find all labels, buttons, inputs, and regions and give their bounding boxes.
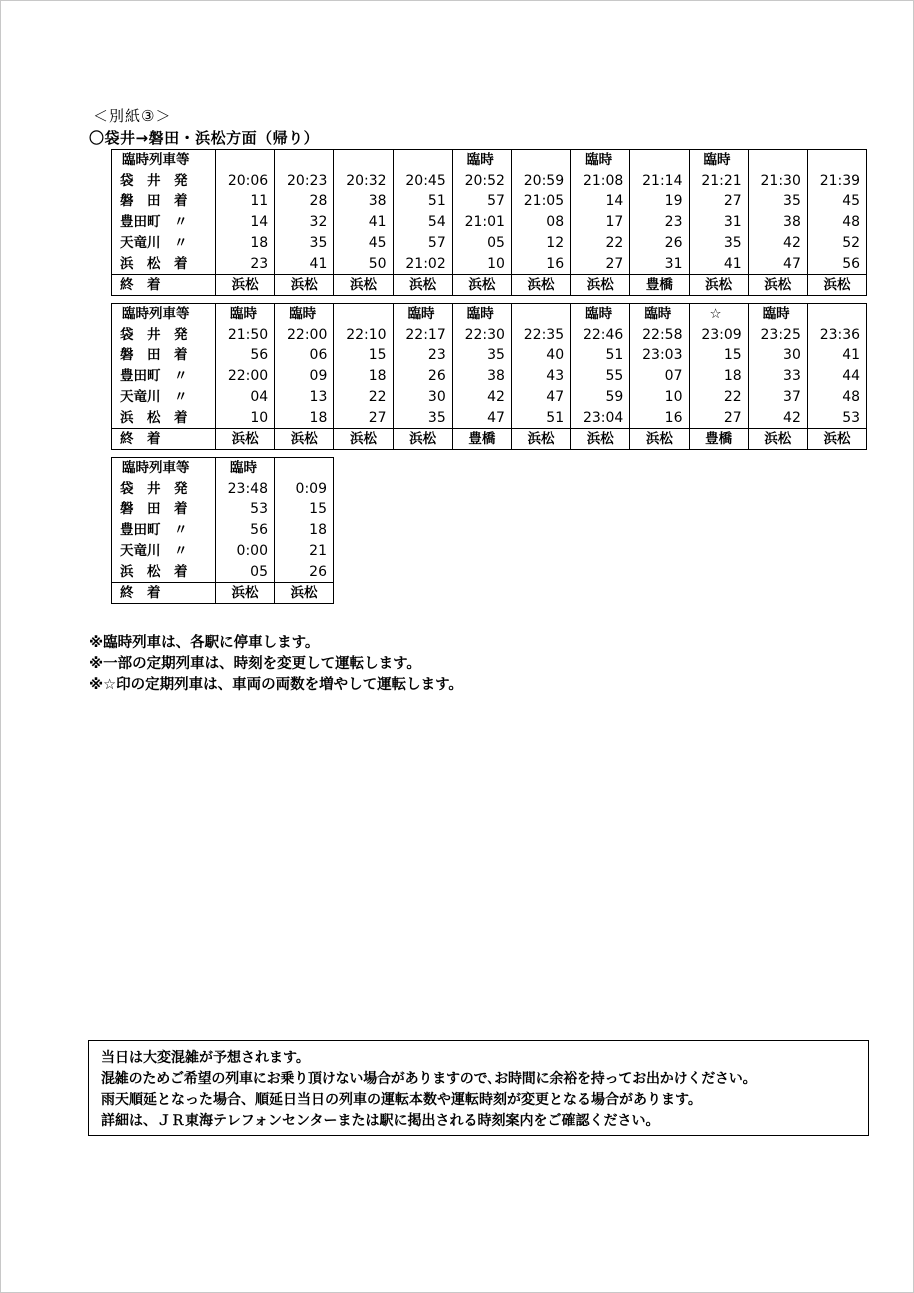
terminal-cell: 浜松 [748, 274, 807, 295]
time-cell: 06 [275, 345, 334, 366]
station-row [112, 212, 867, 233]
time-cell: 26 [275, 561, 334, 582]
train-type-cell: 臨時 [216, 458, 275, 479]
time-cell: 20:23 [275, 170, 334, 191]
time-cell: 10 [216, 407, 275, 428]
train-type-cell: ☆ [689, 304, 748, 325]
terminal-cell: 浜松 [275, 582, 334, 603]
train-type-cell [275, 458, 334, 479]
train-type-cell [275, 150, 334, 171]
train-type-cell [334, 304, 393, 325]
station-label: 磐 田 着 [112, 345, 216, 366]
terminal-cell: 浜松 [275, 428, 334, 449]
time-cell: 42 [748, 233, 807, 254]
terminal-cell: 豊橋 [689, 428, 748, 449]
time-cell: 45 [807, 191, 866, 212]
time-cell: 47 [748, 253, 807, 274]
time-cell: 23:04 [571, 407, 630, 428]
terminal-cell: 豊橋 [630, 274, 689, 295]
time-cell: 20:52 [452, 170, 511, 191]
time-cell: 27 [689, 407, 748, 428]
time-cell: 45 [334, 233, 393, 254]
station-label: 磐 田 着 [112, 191, 216, 212]
time-cell: 51 [511, 407, 570, 428]
time-cell: 05 [216, 561, 275, 582]
time-cell: 35 [393, 407, 452, 428]
time-cell: 35 [452, 345, 511, 366]
station-row [112, 499, 334, 520]
time-cell: 27 [689, 191, 748, 212]
train-type-cell [216, 150, 275, 171]
train-type-cell: 臨時 [630, 304, 689, 325]
timetable-2 [111, 303, 867, 450]
terminal-cell: 浜松 [334, 274, 393, 295]
time-cell: 21:02 [393, 253, 452, 274]
time-cell: 21:39 [807, 170, 866, 191]
notice-line: 雨天順延となった場合、順延日当日の列車の運転本数や運転時刻が変更となる場合があります。 [101, 1092, 702, 1108]
time-cell: 22:46 [571, 324, 630, 345]
time-cell: 59 [571, 387, 630, 408]
time-cell: 20:32 [334, 170, 393, 191]
station-row [112, 478, 334, 499]
time-cell: 22:58 [630, 324, 689, 345]
time-cell: 14 [216, 212, 275, 233]
time-cell: 56 [807, 253, 866, 274]
time-cell: 28 [275, 191, 334, 212]
time-cell: 20:59 [511, 170, 570, 191]
time-cell: 41 [689, 253, 748, 274]
time-cell: 22:30 [452, 324, 511, 345]
time-cell: 18 [216, 233, 275, 254]
station-row [112, 541, 334, 562]
time-cell: 30 [393, 387, 452, 408]
terminal-cell: 浜松 [511, 428, 570, 449]
time-cell: 18 [275, 520, 334, 541]
note-item: ※臨時列車は、各駅に停車します。 [89, 635, 320, 651]
station-row [112, 170, 867, 191]
terminal-row [112, 582, 334, 603]
time-cell: 44 [807, 366, 866, 387]
train-type-cell: 臨時 [216, 304, 275, 325]
train-type-cell [334, 150, 393, 171]
time-cell: 55 [571, 366, 630, 387]
time-cell: 22:17 [393, 324, 452, 345]
time-cell: 21:30 [748, 170, 807, 191]
time-cell: 22 [334, 387, 393, 408]
time-cell: 17 [571, 212, 630, 233]
time-cell: 42 [748, 407, 807, 428]
time-cell: 21:05 [511, 191, 570, 212]
time-cell: 48 [807, 212, 866, 233]
station-row [112, 407, 867, 428]
time-cell: 56 [216, 520, 275, 541]
time-cell: 22:00 [216, 366, 275, 387]
terminal-cell: 浜松 [511, 274, 570, 295]
time-cell: 31 [689, 212, 748, 233]
train-type-cell: 臨時 [748, 304, 807, 325]
note-item: ※☆印の定期列車は、車両の両数を増やして運転します。 [89, 677, 463, 693]
time-cell: 10 [630, 387, 689, 408]
time-cell: 23:09 [689, 324, 748, 345]
time-cell: 48 [807, 387, 866, 408]
time-cell: 23:48 [216, 478, 275, 499]
time-cell: 51 [393, 191, 452, 212]
time-cell: 41 [807, 345, 866, 366]
note-item: ※一部の定期列車は、時刻を変更して運転します。 [89, 656, 421, 672]
time-cell: 27 [334, 407, 393, 428]
time-cell: 04 [216, 387, 275, 408]
terminal-cell: 浜松 [452, 274, 511, 295]
terminal-cell: 浜松 [571, 274, 630, 295]
time-cell: 20:06 [216, 170, 275, 191]
time-cell: 23:36 [807, 324, 866, 345]
time-cell: 54 [393, 212, 452, 233]
time-cell: 32 [275, 212, 334, 233]
terminal-label: 終 着 [112, 274, 216, 295]
time-cell: 42 [452, 387, 511, 408]
time-cell: 08 [511, 212, 570, 233]
train-type-cell [630, 150, 689, 171]
time-cell: 51 [571, 345, 630, 366]
time-cell: 16 [630, 407, 689, 428]
station-label: 豊田町 〃 [112, 366, 216, 387]
train-type-cell [748, 150, 807, 171]
time-cell: 18 [275, 407, 334, 428]
time-cell: 31 [630, 253, 689, 274]
station-row [112, 520, 334, 541]
station-label: 袋 井 発 [112, 170, 216, 191]
terminal-cell: 浜松 [571, 428, 630, 449]
station-row [112, 387, 867, 408]
time-cell: 35 [748, 191, 807, 212]
time-cell: 15 [334, 345, 393, 366]
time-cell: 35 [689, 233, 748, 254]
time-cell: 20:45 [393, 170, 452, 191]
time-cell: 38 [748, 212, 807, 233]
train-type-cell [807, 304, 866, 325]
train-type-label: 臨時列車等 [112, 458, 216, 479]
train-type-cell: 臨時 [689, 150, 748, 171]
time-cell: 22 [689, 387, 748, 408]
time-cell: 57 [452, 191, 511, 212]
terminal-cell: 浜松 [807, 274, 866, 295]
terminal-row [112, 274, 867, 295]
time-cell: 21:50 [216, 324, 275, 345]
notes [89, 633, 463, 696]
time-cell: 41 [334, 212, 393, 233]
time-cell: 23:03 [630, 345, 689, 366]
terminal-label: 終 着 [112, 428, 216, 449]
terminal-cell: 浜松 [748, 428, 807, 449]
timetable-1 [111, 149, 867, 296]
notice-line: 混雑のためご希望の列車にお乗り頂けない場合がありますので､お時間に余裕を持ってお出かけください。 [101, 1071, 757, 1087]
train-type-label: 臨時列車等 [112, 304, 216, 325]
train-type-row [112, 458, 334, 479]
time-cell: 13 [275, 387, 334, 408]
time-cell: 07 [630, 366, 689, 387]
time-cell: 18 [689, 366, 748, 387]
time-cell: 43 [511, 366, 570, 387]
time-cell: 38 [452, 366, 511, 387]
time-cell: 21:08 [571, 170, 630, 191]
terminal-cell: 浜松 [216, 274, 275, 295]
train-type-cell [511, 150, 570, 171]
time-cell: 52 [807, 233, 866, 254]
station-label: 豊田町 〃 [112, 212, 216, 233]
time-cell: 26 [393, 366, 452, 387]
time-cell: 53 [216, 499, 275, 520]
notice-box [88, 1040, 869, 1136]
train-type-row [112, 150, 867, 171]
time-cell: 23 [630, 212, 689, 233]
station-label: 袋 井 発 [112, 478, 216, 499]
time-cell: 22:10 [334, 324, 393, 345]
terminal-cell: 浜松 [216, 428, 275, 449]
time-cell: 21:21 [689, 170, 748, 191]
time-cell: 37 [748, 387, 807, 408]
time-cell: 30 [748, 345, 807, 366]
station-row [112, 233, 867, 254]
train-type-cell: 臨時 [452, 304, 511, 325]
time-cell: 33 [748, 366, 807, 387]
time-cell: 40 [511, 345, 570, 366]
time-cell: 0:09 [275, 478, 334, 499]
time-cell: 15 [275, 499, 334, 520]
terminal-cell: 豊橋 [452, 428, 511, 449]
station-label: 浜 松 着 [112, 561, 216, 582]
station-row [112, 366, 867, 387]
train-type-cell [807, 150, 866, 171]
time-cell: 16 [511, 253, 570, 274]
terminal-cell: 浜松 [393, 428, 452, 449]
station-label: 天竜川 〃 [112, 387, 216, 408]
time-cell: 41 [275, 253, 334, 274]
station-row [112, 253, 867, 274]
time-cell: 05 [452, 233, 511, 254]
terminal-row [112, 428, 867, 449]
station-label: 袋 井 発 [112, 324, 216, 345]
terminal-cell: 浜松 [689, 274, 748, 295]
time-cell: 09 [275, 366, 334, 387]
time-cell: 21:14 [630, 170, 689, 191]
time-cell: 18 [334, 366, 393, 387]
station-row [112, 324, 867, 345]
time-cell: 10 [452, 253, 511, 274]
station-label: 浜 松 着 [112, 253, 216, 274]
time-cell: 12 [511, 233, 570, 254]
train-type-cell: 臨時 [571, 150, 630, 171]
time-cell: 56 [216, 345, 275, 366]
terminal-cell: 浜松 [275, 274, 334, 295]
terminal-cell: 浜松 [630, 428, 689, 449]
time-cell: 23 [393, 345, 452, 366]
time-cell: 19 [630, 191, 689, 212]
time-cell: 0:00 [216, 541, 275, 562]
train-type-label: 臨時列車等 [112, 150, 216, 171]
terminal-cell: 浜松 [334, 428, 393, 449]
time-cell: 23:25 [748, 324, 807, 345]
station-label: 天竜川 〃 [112, 541, 216, 562]
station-row [112, 345, 867, 366]
train-type-cell [393, 150, 452, 171]
terminal-cell: 浜松 [807, 428, 866, 449]
time-cell: 27 [571, 253, 630, 274]
time-cell: 26 [630, 233, 689, 254]
attachment-label: ＜別紙③＞ [93, 107, 172, 125]
station-row [112, 191, 867, 212]
time-cell: 22:35 [511, 324, 570, 345]
time-cell: 11 [216, 191, 275, 212]
train-type-cell: 臨時 [571, 304, 630, 325]
train-type-cell: 臨時 [275, 304, 334, 325]
time-cell: 38 [334, 191, 393, 212]
direction-title: 〇袋井→磐田・浜松方面（帰り） [89, 129, 320, 147]
train-type-cell [511, 304, 570, 325]
station-label: 豊田町 〃 [112, 520, 216, 541]
station-label: 磐 田 着 [112, 499, 216, 520]
terminal-cell: 浜松 [393, 274, 452, 295]
station-row [112, 561, 334, 582]
time-cell: 14 [571, 191, 630, 212]
time-cell: 22:00 [275, 324, 334, 345]
time-cell: 57 [393, 233, 452, 254]
notice-line: 詳細は、ＪＲ東海テレフォンセンターまたは駅に掲出される時刻案内をご確認ください。 [101, 1113, 660, 1129]
time-cell: 15 [689, 345, 748, 366]
time-cell: 47 [511, 387, 570, 408]
time-cell: 23 [216, 253, 275, 274]
terminal-cell: 浜松 [216, 582, 275, 603]
time-cell: 21 [275, 541, 334, 562]
train-type-row [112, 304, 867, 325]
notice-line: 当日は大変混雑が予想されます。 [101, 1050, 310, 1066]
time-cell: 53 [807, 407, 866, 428]
time-cell: 21:01 [452, 212, 511, 233]
time-cell: 50 [334, 253, 393, 274]
time-cell: 35 [275, 233, 334, 254]
terminal-label: 終 着 [112, 582, 216, 603]
train-type-cell: 臨時 [393, 304, 452, 325]
train-type-cell: 臨時 [452, 150, 511, 171]
station-label: 浜 松 着 [112, 407, 216, 428]
time-cell: 47 [452, 407, 511, 428]
station-label: 天竜川 〃 [112, 233, 216, 254]
time-cell: 22 [571, 233, 630, 254]
timetable-3 [111, 457, 334, 604]
